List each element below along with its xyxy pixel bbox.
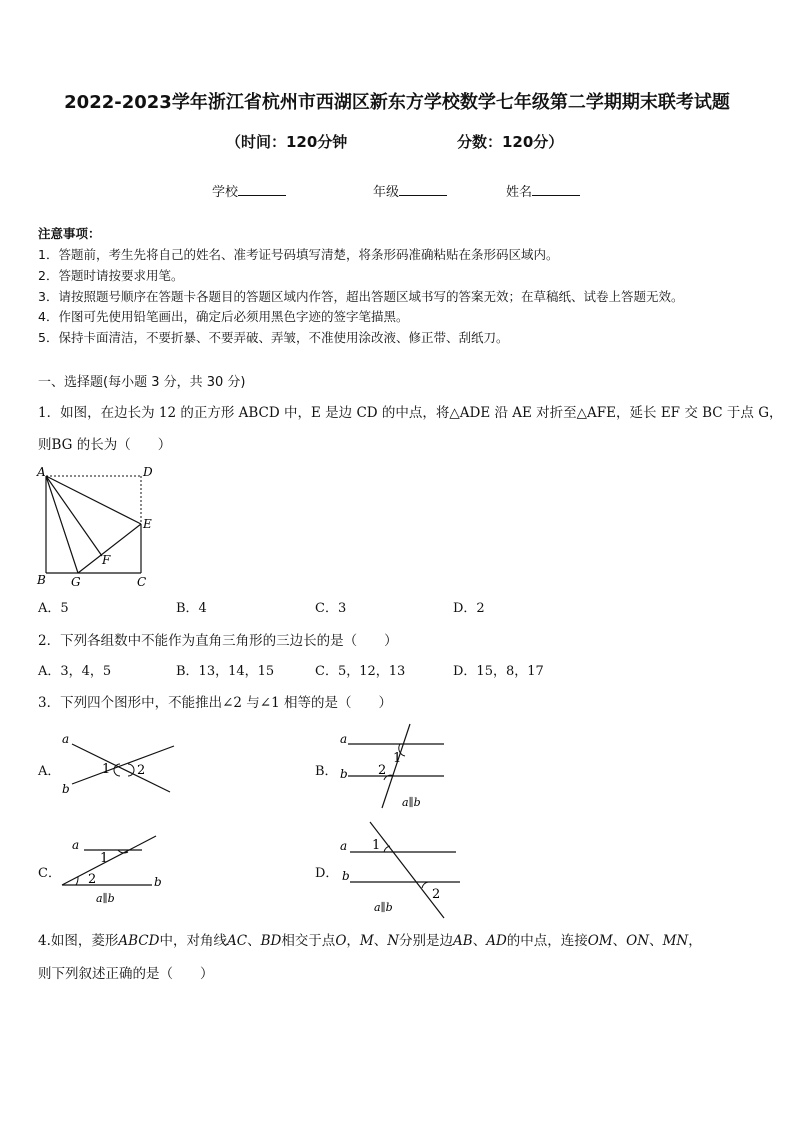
q4-text-line1 [38, 929, 702, 949]
label-a: A [37, 465, 46, 479]
line-a-label: a [72, 838, 80, 852]
q3-figure-d [336, 818, 466, 920]
parallel-note: a∥b [374, 901, 393, 914]
q2-option-c[interactable]: C．5，12，13 [315, 664, 406, 679]
angle-2-label: 2 [378, 763, 387, 778]
q1-option-c[interactable]: C．3 [315, 601, 347, 616]
q3-option-c[interactable]: C． [38, 866, 61, 881]
q4-math: AC [226, 933, 248, 949]
q3-figure-c [58, 830, 174, 910]
q1-option-d[interactable]: D．2 [453, 601, 485, 616]
line-b-label: b [342, 869, 350, 883]
q4-text-line2: 则下列叙述正确的是（ ） [38, 966, 214, 982]
q1-option-a[interactable]: A．5 [38, 601, 69, 616]
label-e: E [143, 517, 152, 531]
q3-figure-a [58, 726, 180, 802]
school-label: 学校 [212, 185, 239, 200]
q4-math: BD [260, 933, 282, 949]
line-b-label: b [340, 767, 348, 781]
q4-part: 分别是边 [399, 933, 454, 949]
parallel-note: a∥b [96, 892, 115, 905]
exam-title: 2022-2023学年浙江省杭州市西湖区新东方学校数学七年级第二学期期末联考试题 [64, 92, 730, 113]
q4-part: 、 [472, 933, 487, 949]
label-f: F [102, 553, 111, 567]
line-a-label: a [340, 839, 348, 853]
label-d: D [143, 465, 153, 479]
grade-label: 年级 [373, 185, 400, 200]
line-a-label: a [340, 732, 348, 746]
q4-math: O [335, 933, 347, 949]
angle-1-label: 1 [102, 762, 111, 777]
q4-math: OM [587, 933, 613, 949]
parallel-note: a∥b [402, 796, 421, 809]
q1-text-line2: 则BG 的长为（ ） [38, 437, 172, 453]
q3-option-d[interactable]: D． [315, 866, 339, 881]
q4-part: ， [688, 933, 702, 949]
angle-2-label: 2 [137, 763, 146, 778]
label-g: G [71, 575, 81, 589]
q3-figure-b [336, 720, 456, 812]
notice-item: 4．作图可先使用铅笔画出，确定后必须用黑色字迹的签字笔描黑。 [38, 309, 409, 324]
q2-option-b[interactable]: B．13，14，15 [176, 664, 275, 679]
q4-part: 相交于点 [281, 933, 336, 949]
q4-part: 、 [612, 933, 627, 949]
q4-math: AD [486, 933, 507, 949]
q4-math: ON [626, 933, 650, 949]
notice-item: 1．答题前，考生先将自己的姓名、准考证号码填写清楚，将条形码准确粘贴在条形码区域内。 [38, 247, 559, 262]
q3-option-a[interactable]: A． [38, 764, 61, 779]
angle-1-label: 1 [372, 838, 381, 853]
exam-time: （时间：120分钟 [226, 133, 348, 151]
exam-score: 分数：120分） [457, 133, 564, 151]
q4-part: 、 [373, 933, 388, 949]
angle-1-label: 1 [393, 751, 402, 766]
line-a-label: a [62, 732, 70, 746]
name-label: 姓名 [506, 185, 533, 200]
grade-field [373, 181, 447, 200]
notice-heading: 注意事项： [38, 226, 101, 241]
label-c: C [137, 575, 147, 589]
q4-math: N [387, 933, 400, 949]
q1-square-figure [30, 462, 160, 590]
q3-option-b[interactable]: B． [315, 764, 338, 779]
notice-item: 2．答题时请按要求用笔。 [38, 268, 184, 283]
q1-text-line1: 1．如图，在边长为 12 的正方形 ABCD 中，E 是边 CD 的中点，将△ADE 沿 AE 对折至△AFE，延长 EF 交 BC 于点 G， [38, 405, 783, 421]
q1-option-b[interactable]: B．4 [176, 601, 207, 616]
q2-text: 2．下列各组数中不能作为直角三角形的三边长的是（ ） [38, 633, 398, 649]
q2-option-d[interactable]: D．15，8，17 [453, 664, 544, 679]
q4-part: 4.如图，菱形 [38, 933, 119, 949]
angle-1-label: 1 [100, 851, 109, 866]
q4-math: ABCD [118, 933, 160, 949]
school-blank [238, 183, 286, 196]
line-b-label: b [62, 782, 70, 796]
notice-item: 5．保持卡面清洁，不要折暴、不要弄破、弄皱，不准使用涂改液、修正带、刮纸刀。 [38, 330, 509, 345]
name-field [506, 181, 580, 200]
angle-2-label: 2 [432, 887, 441, 902]
name-blank [532, 183, 580, 196]
q2-option-a[interactable]: A．3，4，5 [38, 664, 112, 679]
line-b-label: b [154, 875, 162, 889]
notice-item: 3．请按照题号顺序在答题卡各题目的答题区域内作答，超出答题区域书写的答案无效；在草稿纸、试卷上答题无效。 [38, 289, 684, 304]
q4-part: 的中点，连接 [506, 933, 588, 949]
label-b: B [37, 573, 46, 587]
q4-math: M [359, 933, 374, 949]
section-heading: 一、选择题(每小题 3 分，共 30 分) [38, 375, 246, 390]
q4-part: ， [346, 933, 360, 949]
q4-part: 中，对角线 [159, 933, 227, 949]
q3-text: 3．下列四个图形中，不能推出∠2 与∠1 相等的是（ ） [38, 695, 392, 711]
q4-part: 、 [649, 933, 663, 949]
school-field [212, 181, 286, 200]
q4-math: AB [453, 933, 473, 949]
grade-blank [399, 183, 447, 196]
angle-2-label: 2 [88, 872, 97, 887]
q4-part: 、 [247, 933, 261, 949]
q4-math: MN [662, 933, 689, 949]
